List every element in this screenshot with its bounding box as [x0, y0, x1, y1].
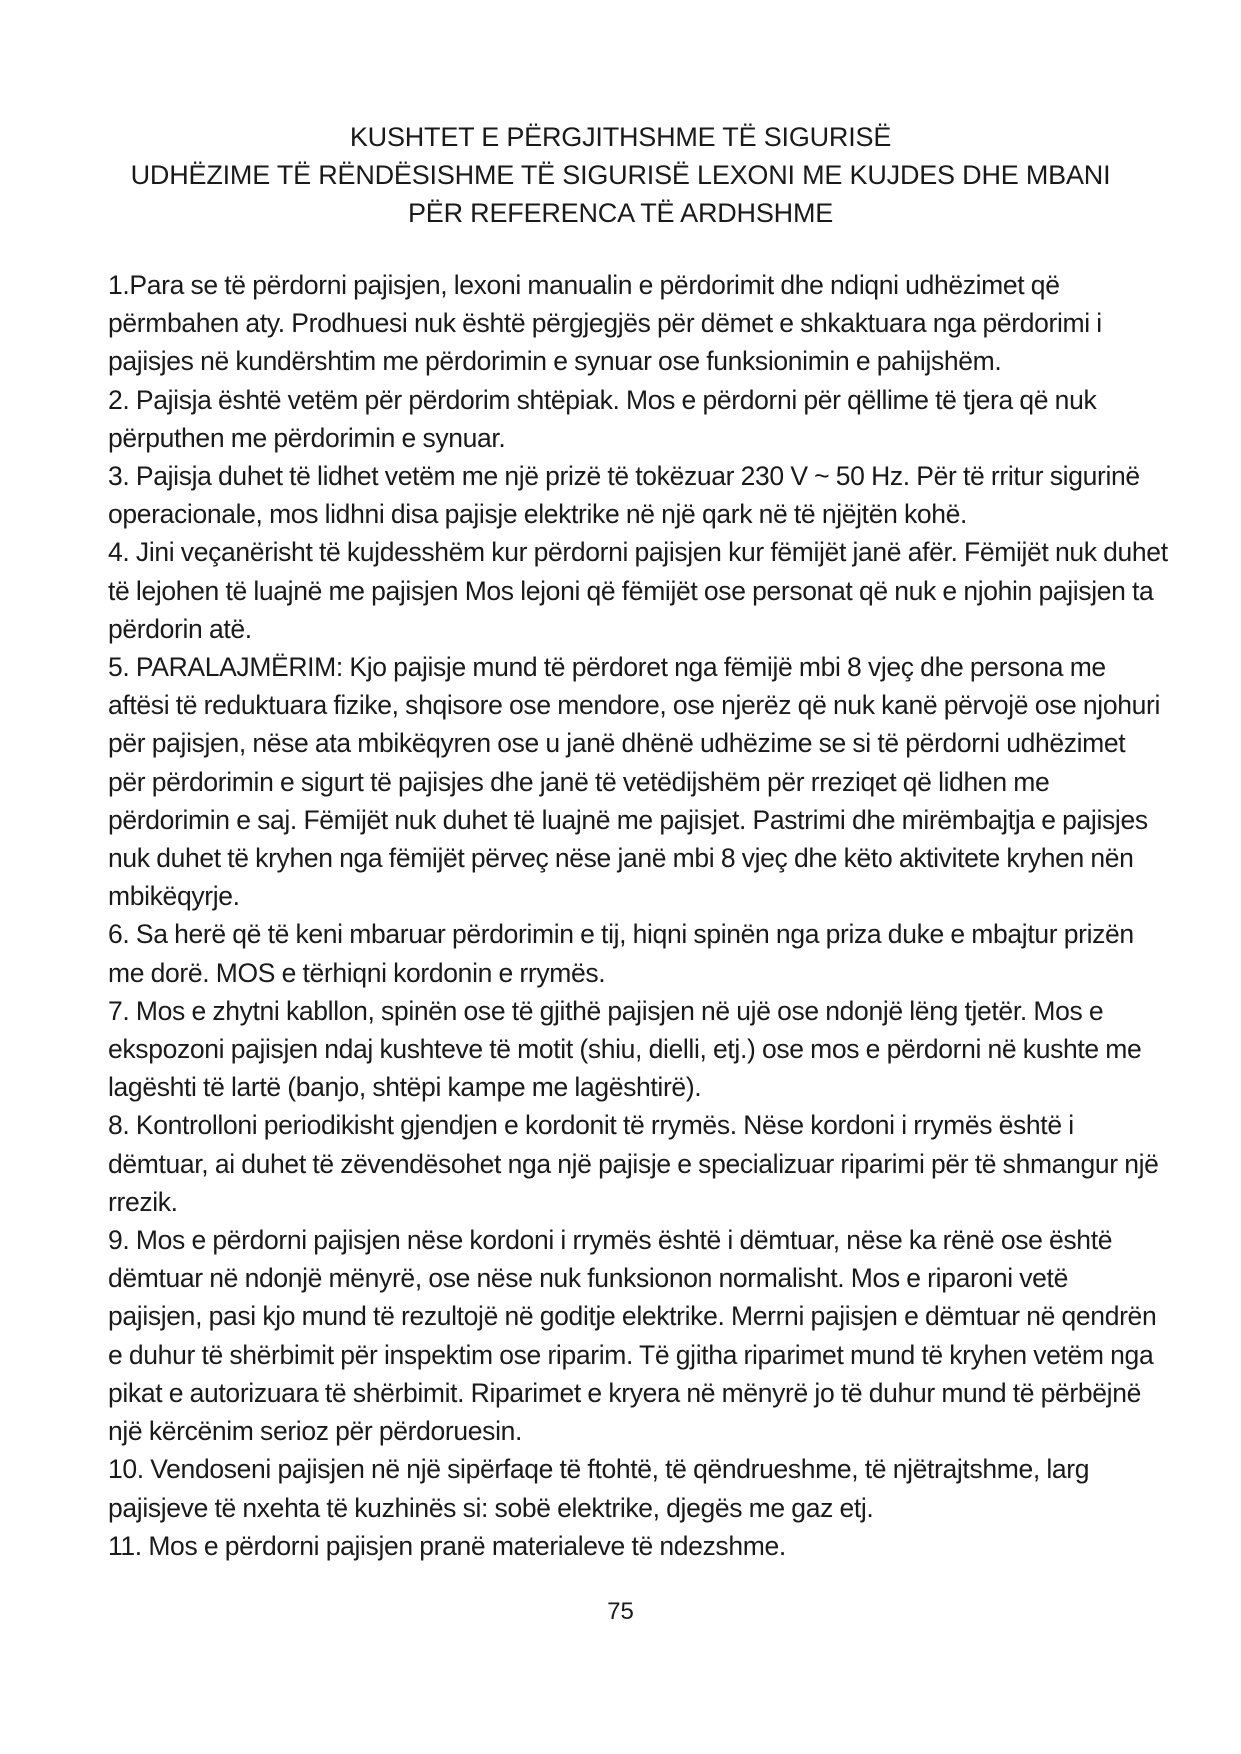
- instruction-item-3: 3. Pajisja duhet të lidhet vetëm me një prizë të tokëzuar 230 V ~ 50 Hz. Për të rritur sigurinë operacionale, mos lidhni disa pajisje elektrike në një qark në të njëjtën kohë.: [108, 461, 1140, 530]
- instruction-item-7: 7. Mos e zhytni kabllon, spinën ose të gjithë pajisjen në ujë ose ndonjë lëng tjetër. Mos e ekspozoni pajisjen ndaj kushteve të motit (shiu, dielli, etj.) ose mos e përdorni në kushte me lagështi të lartë (banjo, shtëpi kampe me lagështirë).: [108, 995, 1142, 1103]
- instruction-item-9: 9. Mos e përdorni pajisjen nëse kordoni i rrymës është i dëmtuar, nëse ka rënë ose është dëmtuar në ndonjë mënyrë, ose nëse nuk funksionon normalisht. Mos e riparoni vetë pajisjen, pasi kjo mund të rezultojë në goditje elektrike. Merrni pajisjen e dëmtuar në qendrën e duhur të shërbimit për inspektim ose riparim. Të gjitha riparimet mund të kryhen vetëm nga pikat e autorizuara të shërbimit. Riparimet e kryera në mënyrë jo të duhur mund të përbëjnë një kërcënim serioz për përdoruesin.: [108, 1225, 1157, 1447]
- safety-instructions-list: [108, 266, 1168, 1565]
- heading-title: KUSHTET E PËRGJITHSHME TË SIGURISË: [349, 122, 892, 152]
- instruction-item-6: 6. Sa herë që të keni mbaruar përdorimin e tij, hiqni spinën nga priza duke e mbajtur prizën me dorë. MOS e tërhiqni kordonin e rrymës.: [108, 919, 1134, 988]
- instruction-item-2: 2. Pajisja është vetëm për përdorim shtëpiak. Mos e përdorni për qëllime të tjera që nuk përputhen me përdorimin e synuar.: [108, 384, 1097, 453]
- section-heading: [100, 118, 1141, 232]
- page-number: 75: [607, 1598, 634, 1625]
- heading-subtitle-line2: PËR REFERENCA TË ARDHSHME: [407, 198, 834, 228]
- instruction-item-4: 4. Jini veçanërisht të kujdesshëm kur përdorni pajisjen kur fëmijët janë afër. Fëmijët nuk duhet të lejohen të luajnë me pajisjen Mos lejoni që fëmijët ose personat që nuk e njohin pajisjen ta përdorin atë.: [108, 537, 1168, 644]
- instruction-item-10: 10. Vendoseni pajisjen në një sipërfaqe të ftohtë, të qëndrueshme, të njëtrajtshme, larg pajisjeve të nxehta të kuzhinës si: sobë elektrike, djegës me gaz etj.: [108, 1454, 1090, 1523]
- instruction-item-8: 8. Kontrolloni periodikisht gjendjen e kordonit të rrymës. Nëse kordoni i rrymës është i dëmtuar, ai duhet të zëvendësohet nga një pajisje e specializuar riparimi për të shmangur një rrezik.: [108, 1110, 1159, 1217]
- heading-subtitle-line1: UDHËZIME TË RËNDËSISHME TË SIGURISË LEXONI ME KUJDES DHE MBANI: [130, 160, 1111, 190]
- instruction-item-1: 1.Para se të përdorni pajisjen, lexoni manualin e përdorimit dhe ndiqni udhëzimet që përmbahen aty. Prodhuesi nuk është përgjegjës për dëmet e shkaktuara nga përdorimi i pajisjes në kundërshtim me përdorimin e synuar ose funksionimin e pahijshëm.: [108, 270, 1102, 377]
- instruction-item-5: 5. PARALAJMËRIM: Kjo pajisje mund të përdoret nga fëmijë mbi 8 vjeç dhe persona me aftësi të reduktuara fizike, shqisore ose mendore, ose njerëz që nuk kanë përvojë ose njohuri për pajisjen, nëse ata mbikëqyren ose u janë dhënë udhëzime se si të përdorni udhëzimet për përdorimin e sigurt të pajisjes dhe janë të vetëdijshëm për rreziqet që lidhen me përdorimin e saj. Fëmijët nuk duhet të luajnë me pajisjet. Pastrimi dhe mirëmbajtja e pajisjes nuk duhet të kryhen nga fëmijët përveç nëse janë mbi 8 vjeç dhe këto aktivitete kryhen nën mbikëqyrje.: [108, 652, 1160, 912]
- instruction-item-11: 11. Mos e përdorni pajisjen pranë materialeve të ndezshme.: [108, 1530, 786, 1561]
